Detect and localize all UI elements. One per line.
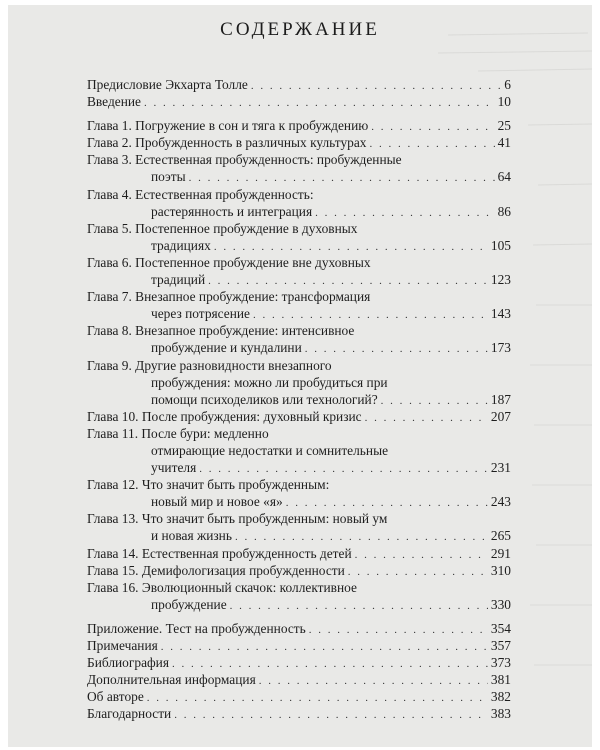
toc-entry-last-line bbox=[87, 527, 511, 544]
toc-entry bbox=[87, 510, 511, 544]
toc-entry-text: традициях bbox=[151, 237, 211, 253]
toc-entry-last-line bbox=[87, 237, 511, 254]
page-number: 354 bbox=[490, 620, 511, 636]
page-number: 373 bbox=[490, 655, 511, 671]
toc-entry-text: поэты bbox=[151, 169, 186, 185]
toc-entry bbox=[87, 688, 511, 705]
toc-entry-last-line bbox=[87, 117, 511, 134]
toc-entry bbox=[87, 705, 511, 722]
dot-leader bbox=[144, 95, 495, 112]
toc-entry-text: Глава 12. Что значит быть пробужденным: bbox=[87, 477, 330, 493]
toc-entry-last-line bbox=[87, 203, 511, 220]
toc-entry-text: помощи психоделиков или технологий? bbox=[151, 391, 378, 407]
toc-entry bbox=[87, 357, 511, 408]
page-number: 291 bbox=[490, 545, 511, 561]
dot-leader bbox=[230, 598, 488, 615]
toc-entry-text: Глава 8. Внезапное пробуждение: интенсивное bbox=[87, 323, 355, 339]
page-number: 6 bbox=[504, 77, 511, 92]
toc-entry-last-line bbox=[87, 654, 511, 671]
toc-entry-last-line bbox=[87, 339, 511, 356]
page-number: 173 bbox=[490, 340, 511, 356]
toc-entry-text: Глава 9. Другие разновидности внезапного bbox=[87, 357, 332, 373]
toc-entry bbox=[87, 637, 511, 654]
page-number: 123 bbox=[490, 272, 511, 288]
toc-entry-last-line bbox=[87, 459, 511, 476]
page-number: 357 bbox=[490, 638, 511, 653]
page-number: 382 bbox=[490, 689, 511, 705]
page-number: 381 bbox=[490, 672, 511, 688]
toc-entry-last-line bbox=[87, 408, 511, 425]
toc-entry-last-line bbox=[87, 562, 511, 579]
page-number: 231 bbox=[490, 460, 511, 476]
toc-entry-last-line bbox=[87, 168, 511, 185]
toc-entry bbox=[87, 186, 511, 220]
dot-leader bbox=[174, 707, 488, 724]
toc-entry-text: Предисловие Экхарта Толле bbox=[87, 77, 248, 92]
toc-entry bbox=[87, 476, 511, 510]
toc-entry-text: Об авторе bbox=[87, 689, 144, 705]
toc-entry-text: Дополнительная информация bbox=[87, 672, 256, 688]
toc-entry bbox=[87, 76, 511, 93]
toc-entry-text: Глава 5. Постепенное пробуждение в духовных bbox=[87, 220, 358, 236]
toc-entry-text: Приложение. Тест на пробужденность bbox=[87, 620, 306, 636]
toc-entry-last-line bbox=[87, 76, 511, 93]
toc-entry-last-line bbox=[87, 688, 511, 705]
toc-entry-last-line bbox=[87, 493, 511, 510]
toc-entry-text: Библиография bbox=[87, 655, 170, 671]
toc-entry-last-line bbox=[87, 671, 511, 688]
page-number: 310 bbox=[490, 562, 511, 578]
toc-entry-last-line bbox=[87, 596, 511, 613]
page-number: 25 bbox=[497, 118, 511, 134]
toc-entry-text: традиций bbox=[151, 272, 206, 288]
page-number: 330 bbox=[490, 596, 511, 612]
toc-entry bbox=[87, 545, 511, 562]
toc-entry-last-line bbox=[87, 705, 511, 722]
book-page bbox=[8, 5, 592, 747]
page-number: 86 bbox=[497, 203, 511, 219]
toc-entry bbox=[87, 562, 511, 579]
page-number: 41 bbox=[497, 135, 511, 151]
page-number: 265 bbox=[490, 528, 511, 544]
toc-entry-text: Глава 4. Естественная пробужденность: bbox=[87, 186, 314, 202]
toc-entry-last-line bbox=[87, 637, 511, 654]
toc-entry-text: учителя bbox=[151, 460, 197, 476]
page-number: 64 bbox=[497, 169, 511, 185]
toc-entry-last-line bbox=[87, 545, 511, 562]
toc-entry-text: Глава 11. После бури: медленно bbox=[87, 425, 269, 441]
toc-entry-text: новый мир и новое «я» bbox=[151, 494, 283, 510]
toc-entry bbox=[87, 620, 511, 637]
toc-entry-text: Глава 7. Внезапное пробуждение: трансформация bbox=[87, 289, 371, 305]
page-number: 143 bbox=[490, 306, 511, 322]
page-title: СОДЕРЖАНИЕ bbox=[220, 19, 380, 40]
toc-entry-text: растерянность и интеграция bbox=[151, 203, 313, 219]
page-number: 105 bbox=[490, 237, 511, 253]
toc-entry-text: пробуждения: можно ли пробудиться при bbox=[151, 374, 388, 390]
toc-entry-last-line bbox=[87, 391, 511, 408]
toc-entry-last-line bbox=[87, 134, 511, 151]
toc-entry-text: и новая жизнь bbox=[151, 528, 232, 544]
toc-entry-text: Примечания bbox=[87, 638, 158, 653]
toc-entry bbox=[87, 288, 511, 322]
page-number: 10 bbox=[497, 94, 511, 110]
table-of-contents bbox=[87, 76, 511, 722]
toc-entry bbox=[87, 322, 511, 356]
toc-entry-text: через потрясение bbox=[151, 306, 250, 322]
toc-entry bbox=[87, 425, 511, 476]
page-number: 187 bbox=[490, 391, 511, 407]
toc-entry bbox=[87, 117, 511, 134]
toc-entry-text: Глава 6. Постепенное пробуждение вне духовных bbox=[87, 254, 371, 270]
toc-entry bbox=[87, 134, 511, 151]
toc-entry-text: Глава 13. Что значит быть пробужденным: новый ум bbox=[87, 511, 388, 527]
toc-entry-text: Глава 16. Эволюционный скачок: коллективное bbox=[87, 579, 357, 595]
page-number: 383 bbox=[490, 706, 511, 722]
toc-entry-text: Глава 3. Естественная пробужденность: пробужденные bbox=[87, 152, 402, 168]
toc-entry-text: Благодарности bbox=[87, 706, 172, 722]
toc-entry-last-line bbox=[87, 305, 511, 322]
toc-entry bbox=[87, 151, 511, 185]
toc-entry-text: пробуждение bbox=[151, 596, 227, 612]
toc-entry-text: Глава 1. Погружение в сон и тяга к пробуждению bbox=[87, 118, 369, 134]
toc-entry bbox=[87, 220, 511, 254]
toc-entry-text: Глава 2. Пробужденность в различных культурах bbox=[87, 135, 367, 151]
toc-entry bbox=[87, 654, 511, 671]
page-number: 207 bbox=[490, 408, 511, 424]
toc-entry-last-line bbox=[87, 620, 511, 637]
toc-entry-text: пробуждение и кундалини bbox=[151, 340, 302, 356]
toc-entry bbox=[87, 408, 511, 425]
toc-entry bbox=[87, 93, 511, 110]
page-number: 243 bbox=[490, 494, 511, 510]
toc-entry-text: Глава 14. Естественная пробужденность детей bbox=[87, 545, 352, 561]
toc-entry-text: Глава 10. После пробуждения: духовный кризис bbox=[87, 408, 362, 424]
toc-entry bbox=[87, 671, 511, 688]
toc-entry bbox=[87, 579, 511, 613]
toc-entry-last-line bbox=[87, 271, 511, 288]
toc-entry-text: Введение bbox=[87, 94, 141, 110]
toc-entry-last-line bbox=[87, 93, 511, 110]
toc-entry-text: Глава 15. Демифологизация пробужденности bbox=[87, 562, 345, 578]
toc-entry bbox=[87, 254, 511, 288]
toc-entry-text: отмирающие недостатки и сомнительные bbox=[151, 442, 389, 458]
